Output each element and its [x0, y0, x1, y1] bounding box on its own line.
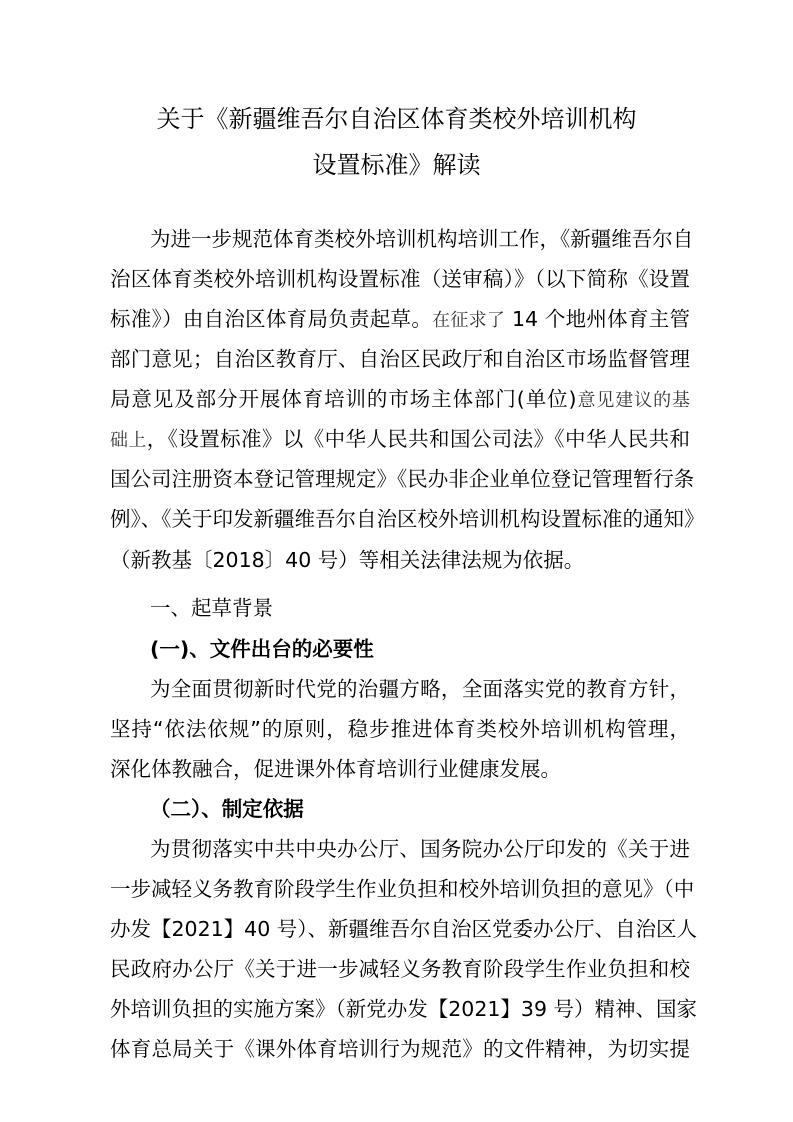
- paragraph-line: 治区体育类校外培训机构设置标准（送审稿）》（以下简称《设置: [110, 267, 690, 291]
- paragraph-line: [110, 306, 690, 334]
- paragraph-text: 14 个地州体育主管: [505, 307, 690, 331]
- paragraph-line: 坚持“依法依规”的原则，稳步推进体育类校外培训机构管理，: [110, 717, 690, 741]
- section-heading: 一、起草背景: [150, 596, 273, 620]
- subsection-heading: （二）、制定依据: [150, 797, 304, 821]
- paragraph-text: 局意见及部分开展体育培训的市场主体部门(单位): [110, 387, 577, 411]
- paragraph-line: 为全面贯彻新时代党的治疆方略，全面落实党的教育方针，: [150, 677, 690, 701]
- paragraph-line: 体育总局关于《课外体育培训行为规范》的文件精神，为切实提: [110, 1037, 690, 1061]
- paragraph-line: [110, 426, 690, 454]
- paragraph-text: 标准》）由自治区体育局负责起草。: [110, 307, 433, 331]
- paragraph-text-alt-font: 在征求了: [432, 310, 506, 331]
- paragraph-line: 深化体教融合，促进课外体育培训行业健康发展。: [110, 757, 561, 781]
- paragraph-line: 办发【2021】40 号）、新疆维吾尔自治区党委办公厅、自治区人: [110, 917, 698, 941]
- paragraph-line: 例》、《关于印发新疆维吾尔自治区校外培训机构设置标准的通知》: [110, 507, 705, 531]
- paragraph-line: 民政府办公厅《关于进一步减轻义务教育阶段学生作业负担和校: [110, 957, 690, 981]
- paragraph-line: 一步减轻义务教育阶段学生作业负担和校外培训负担的意见》（中: [110, 877, 695, 901]
- paragraph-line: 为贯彻落实中共中央办公厅、国务院办公厅印发的《关于进: [150, 837, 690, 861]
- paragraph-text: ，《设置标准》以《中华人民共和国公司法》《中华人民共和: [146, 427, 691, 451]
- document-title-line-2: 设置标准》解读: [312, 151, 481, 179]
- paragraph-line: 部门意见；自治区教育厅、自治区民政厅和自治区市场监督管理: [110, 347, 690, 371]
- paragraph-text-alt-font: 础上: [110, 430, 147, 451]
- paragraph-line: [110, 386, 690, 414]
- paragraph-line: （新教基〔2018〕40 号）等相关法律法规为依据。: [110, 548, 585, 572]
- document-title-line-1: 关于《新疆维吾尔自治区体育类校外培训机构: [156, 105, 637, 133]
- paragraph-line: 国公司注册资本登记管理规定》《民办非企业单位登记管理暂行条: [110, 467, 695, 491]
- paragraph-line: 外培训负担的实施方案》（新党办发【2021】39 号）精神、国家: [110, 997, 698, 1021]
- subsection-heading: (一)、文件出台的必要性: [150, 637, 374, 661]
- paragraph-line: 为进一步规范体育类校外培训机构培训工作，《新疆维吾尔自: [150, 227, 694, 251]
- paragraph-text-alt-font: 意见建议的基: [576, 390, 690, 411]
